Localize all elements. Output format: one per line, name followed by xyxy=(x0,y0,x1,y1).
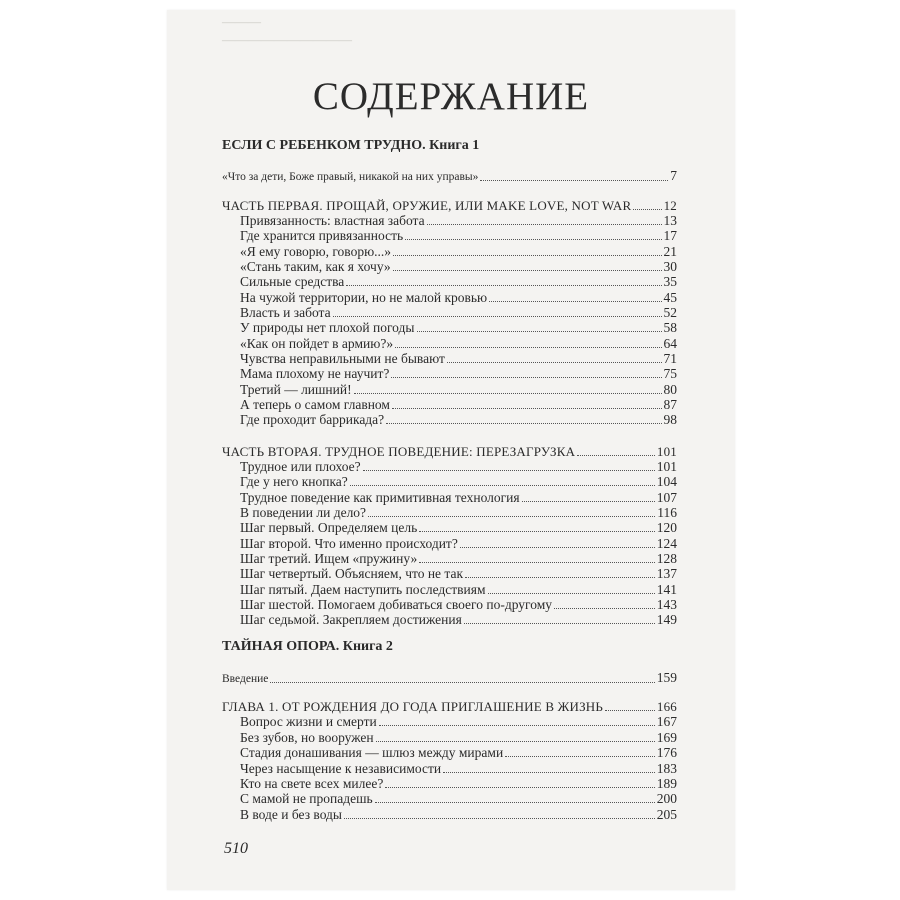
toc-entry: Привязанность: властная забота 13 xyxy=(240,213,677,228)
toc-entry: Введение 159 xyxy=(222,670,677,685)
toc-entry: В воде и без воды 205 xyxy=(240,807,677,822)
toc-chapter: ГЛАВА 1. ОТ РОЖДЕНИЯ ДО ГОДА ПРИГЛАШЕНИЕ В ЖИЗНЬ 166 xyxy=(222,699,677,714)
page-title: СОДЕРЖАНИЕ xyxy=(312,75,590,118)
toc-entry: Шаг шестой. Помогаем добиваться своего по-другому 143 xyxy=(240,597,677,612)
book-page xyxy=(167,10,735,890)
toc-entry: Через насыщение к независимости 183 xyxy=(240,761,677,776)
toc-entry: Третий — лишний! 80 xyxy=(240,382,677,397)
toc-entry: Где проходит баррикада? 98 xyxy=(240,412,677,427)
toc-entry: Власть и забота 52 xyxy=(240,305,677,320)
toc-entry: «Что за дети, Боже правый, никакой на них управы» 7 xyxy=(222,168,677,183)
toc-entry: Вопрос жизни и смерти 167 xyxy=(240,714,677,729)
toc-entry: Без зубов, но вооружен 169 xyxy=(240,730,677,745)
toc-entry: На чужой территории, но не малой кровью 45 xyxy=(240,290,677,305)
bleed-through-text: ——— xyxy=(222,14,261,29)
toc-entry: Шаг третий. Ищем «пружину» 128 xyxy=(240,551,677,566)
bleed-through-text: —————————— xyxy=(222,32,352,47)
book1-heading: ЕСЛИ С РЕБЕНКОМ ТРУДНО. Книга 1 xyxy=(222,138,480,153)
toc-entry: В поведении ли дело? 116 xyxy=(240,505,677,520)
toc-entry: Шаг четвертый. Объясняем, что не так 137 xyxy=(240,566,677,581)
toc-entry: Чувства неправильными не бывают 71 xyxy=(240,351,677,366)
toc-part: ЧАСТЬ ПЕРВАЯ. ПРОЩАЙ, ОРУЖИЕ, ИЛИ MAKE LOVE, NOT WAR 12 xyxy=(222,198,677,213)
toc-entry: Сильные средства 35 xyxy=(240,274,677,289)
toc-entry: Стадия донашивания — шлюз между мирами 176 xyxy=(240,745,677,760)
toc-entry: Где хранится привязанность 17 xyxy=(240,228,677,243)
toc-entry: С мамой не пропадешь 200 xyxy=(240,791,677,806)
toc-entry: «Как он пойдет в армию?» 64 xyxy=(240,336,677,351)
toc-entry: Трудное или плохое? 101 xyxy=(240,459,677,474)
toc-entry: Где у него кнопка? 104 xyxy=(240,474,677,489)
toc-entry: Мама плохому не научит? 75 xyxy=(240,366,677,381)
toc-part: ЧАСТЬ ВТОРАЯ. ТРУДНОЕ ПОВЕДЕНИЕ: ПЕРЕЗАГРУЗКА 101 xyxy=(222,444,677,459)
page-number: 510 xyxy=(224,840,248,857)
toc-entry: Шаг второй. Что именно происходит? 124 xyxy=(240,536,677,551)
toc-entry: Шаг седьмой. Закрепляем достижения 149 xyxy=(240,612,677,627)
toc-entry: А теперь о самом главном 87 xyxy=(240,397,677,412)
toc-entry: «Я ему говорю, говорю...» 21 xyxy=(240,244,677,259)
toc-entry: Трудное поведение как примитивная технология 107 xyxy=(240,490,677,505)
toc-entry: Шаг первый. Определяем цель 120 xyxy=(240,520,677,535)
toc-entry: Шаг пятый. Даем наступить последствиям 141 xyxy=(240,582,677,597)
book2-heading: ТАЙНАЯ ОПОРА. Книга 2 xyxy=(222,639,393,654)
toc-entry: У природы нет плохой погоды 58 xyxy=(240,320,677,335)
toc-entry: Кто на свете всех милее? 189 xyxy=(240,776,677,791)
toc-entry: «Стань таким, как я хочу» 30 xyxy=(240,259,677,274)
